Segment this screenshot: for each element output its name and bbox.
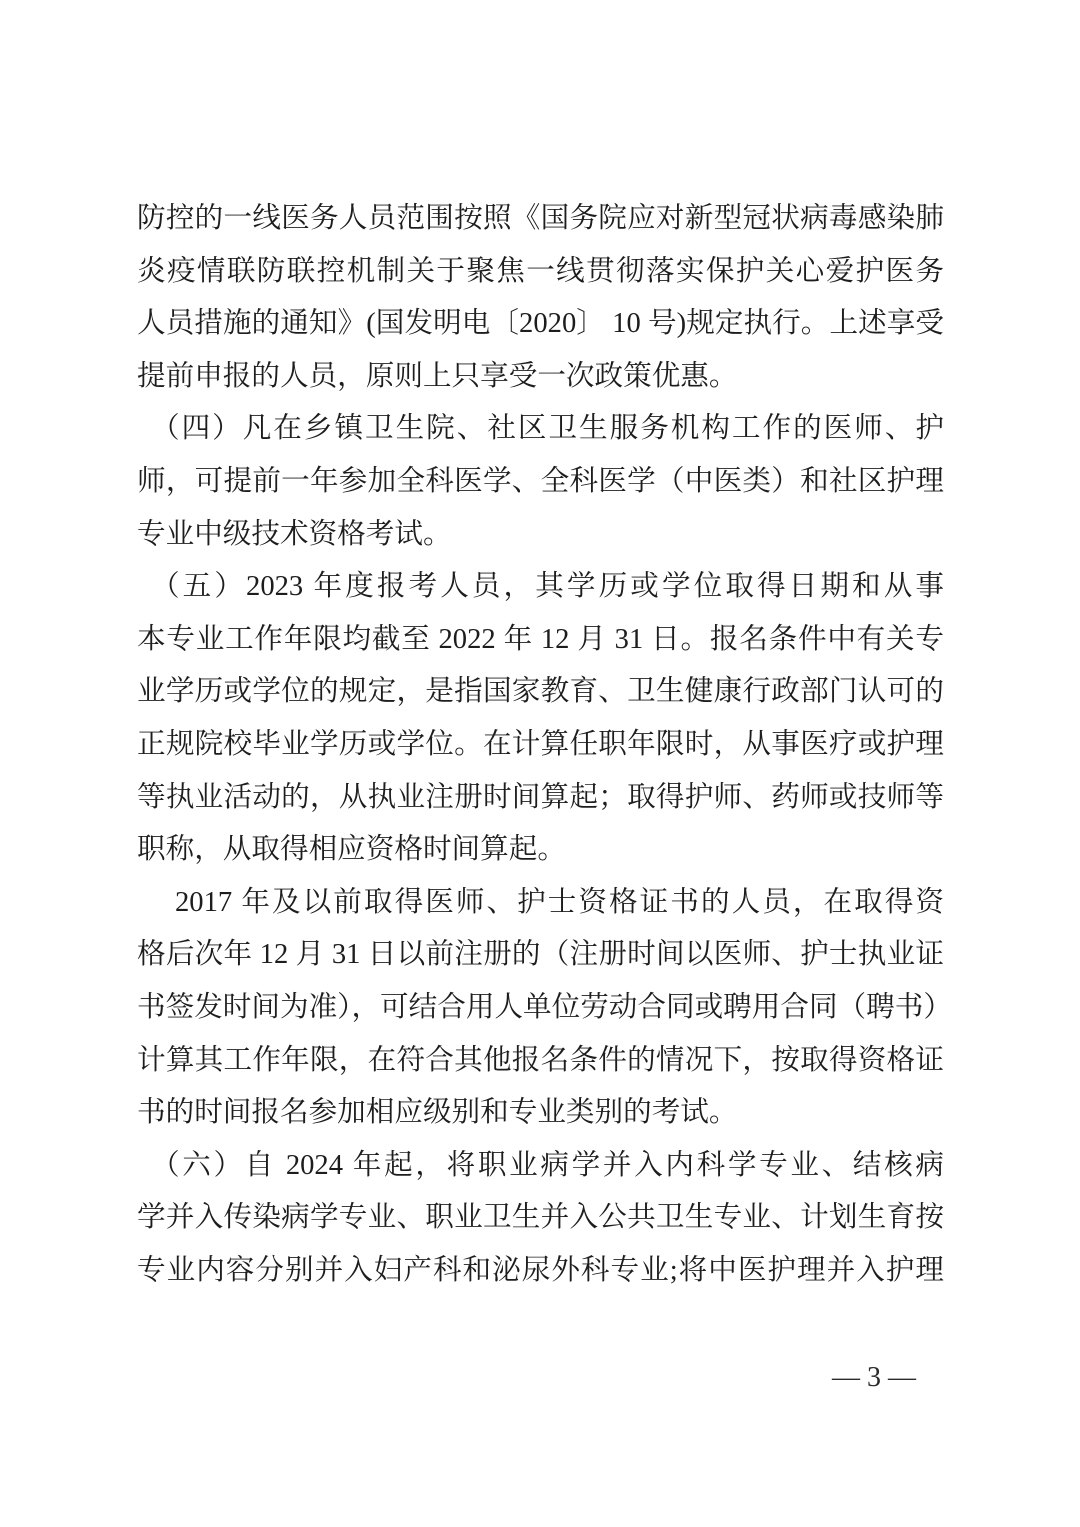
text-line: 提前申报的人员，原则上只享受一次政策优惠。 [137, 360, 738, 392]
text-line: （五）2023 年度报考人员，其学历或学位取得日期和从事 [151, 571, 944, 603]
text-line: 格后次年 12 月 31 日以前注册的（注册时间以医师、护士执业证 [137, 939, 944, 971]
body-text [137, 193, 952, 1297]
text-line: 计算其工作年限，在符合其他报名条件的情况下，按取得资格证 [137, 1044, 944, 1076]
text-line: 正规院校毕业学历或学位。在计算任职年限时，从事医疗或护理 [137, 728, 944, 760]
text-line: 书的时间报名参加相应级别和专业类别的考试。 [137, 1097, 738, 1129]
page-number: — 3 — [832, 1362, 916, 1393]
text-line: 防控的一线医务人员范围按照《国务院应对新型冠状病毒感染肺 [137, 203, 944, 234]
text-line: 学并入传染病学专业、职业卫生并入公共卫生专业、计划生育按 [137, 1202, 944, 1234]
text-line: 职称，从取得相应资格时间算起。 [137, 834, 566, 866]
text-line: 业学历或学位的规定，是指国家教育、卫生健康行政部门认可的 [137, 676, 944, 708]
text-line: 专业内容分别并入妇产科和泌尿外科专业;将中医护理并入护理 [137, 1254, 944, 1286]
text-line: 2017 年及以前取得医师、护士资格证书的人员，在取得资 [175, 886, 944, 918]
text-line: 本专业工作年限均截至 2022 年 12 月 31 日。报名条件中有关专 [137, 623, 944, 655]
text-line: 书签发时间为准），可结合用人单位劳动合同或聘用合同（聘书） [137, 991, 952, 1023]
text-line: （四）凡在乡镇卫生院、社区卫生服务机构工作的医师、护 [151, 413, 944, 445]
text-line: 专业中级技术资格考试。 [137, 518, 452, 550]
text-line: 师，可提前一年参加全科医学、全科医学（中医类）和社区护理 [137, 465, 944, 497]
text-line: （六）自 2024 年起，将职业病学并入内科学专业、结核病 [151, 1149, 944, 1181]
text-line: 炎疫情联防联控机制关于聚焦一线贯彻落实保护关心爱护医务 [137, 255, 944, 287]
text-line: 等执业活动的，从执业注册时间算起；取得护师、药师或技师等 [137, 781, 944, 813]
text-line: 人员措施的通知》(国发明电〔2020〕 10 号)规定执行。上述享受 [137, 308, 944, 340]
